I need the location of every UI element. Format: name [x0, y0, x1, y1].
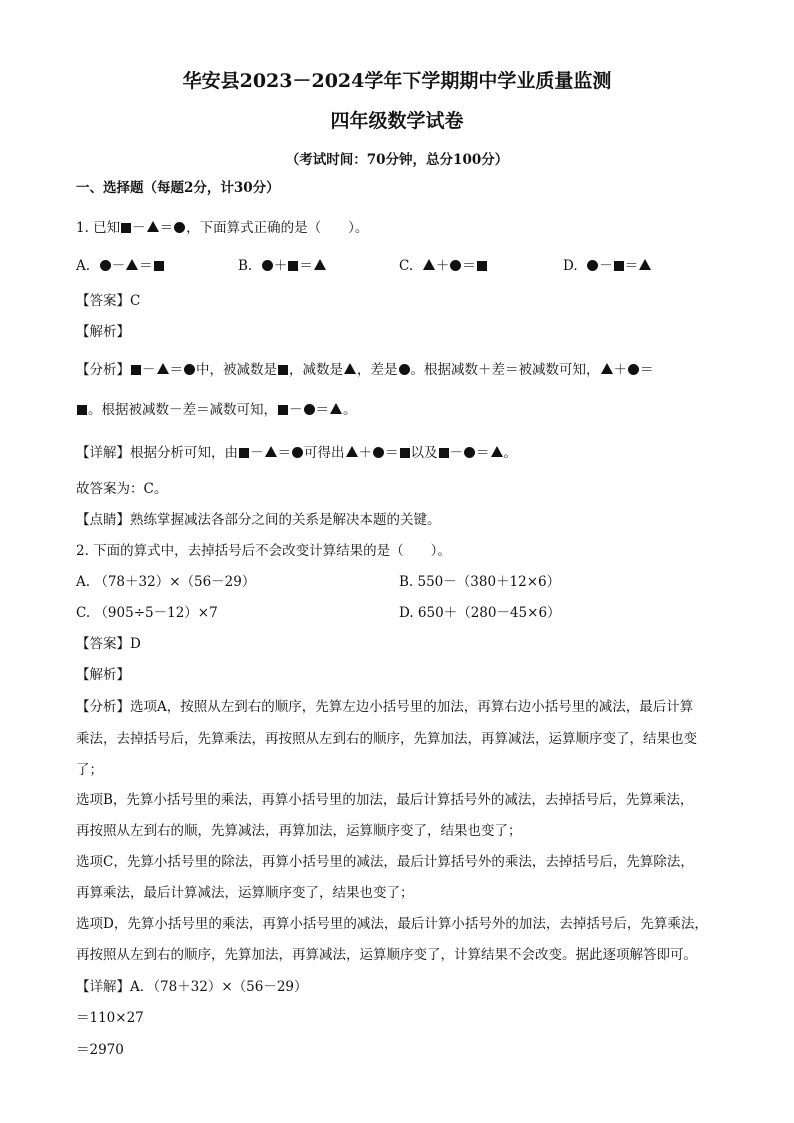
q2-answer: 【答案】D	[76, 636, 141, 652]
square-icon	[477, 261, 487, 271]
text-segment: D.	[563, 258, 578, 274]
text-segment: 【详解】根据分析可知，由	[76, 445, 238, 461]
square-icon	[288, 261, 298, 271]
text-segment: 可得出	[304, 445, 345, 461]
text-segment: 【分析】	[76, 362, 130, 378]
triangle-icon	[639, 259, 651, 270]
q1-analysis-line2: 。根据被减数－差＝减数可知， － ＝ 。	[76, 400, 357, 420]
circle-icon	[587, 260, 598, 271]
square-icon	[278, 365, 288, 375]
text-segment: A.	[76, 258, 91, 274]
q2-line: 选项D，先算小括号里的乘法，再算小括号里的减法，最后计算小括号外的加法，去掉括号后，先算乘法，	[76, 916, 708, 932]
q2-stem: 2. 下面的算式中，去掉括号后不会改变计算结果的是（ ）。	[76, 543, 451, 559]
circle-icon	[292, 447, 303, 458]
q2-line: ＝110×27	[76, 1010, 144, 1026]
circle-icon	[184, 364, 195, 375]
square-icon	[154, 261, 164, 271]
circle-icon	[304, 404, 315, 415]
exam-title: 华安县2023－2024学年下学期期中学业质量监测	[182, 70, 612, 92]
q1-dianjing: 【点睛】熟练掌握减法各部分之间的关系是解决本题的关键。	[76, 512, 441, 528]
q2-line: 选项B，先算小括号里的乘法，再算小括号里的加法，最后计算括号外的减法，去掉括号后，先算乘法，	[76, 792, 694, 808]
square-icon	[77, 405, 87, 415]
q1-jiexi: 【解析】	[76, 324, 130, 340]
text-segment: B.	[238, 258, 253, 274]
triangle-icon	[491, 446, 503, 457]
circle-icon	[174, 222, 185, 233]
q1-detail: 【详解】根据分析可知，由 － ＝ 可得出 ＋ ＝ 以及 － ＝ 。	[76, 445, 517, 461]
q1-analysis-line1: 【分析】 － ＝ 中，被减数是 ，减数是 ，差是 。根据减数＋差＝被减数可知， ＋ ＝	[76, 362, 654, 378]
circle-icon	[100, 260, 111, 271]
q2-jiexi: 【解析】	[76, 667, 130, 683]
triangle-icon	[147, 221, 159, 232]
q1-stem: 1. 已知 － ＝ ，下面算式正确的是（ ）。	[76, 220, 369, 236]
q2-option-c: C. （905÷5－12）×7	[76, 605, 218, 621]
triangle-icon	[346, 446, 358, 457]
q2-line: 【分析】选项A，按照从左到右的顺序，先算左边小括号里的加法，再算右边小括号里的减法，最后计算	[76, 699, 694, 715]
square-icon	[278, 405, 288, 415]
triangle-icon	[423, 259, 435, 270]
triangle-icon	[265, 446, 277, 457]
exam-subtitle: 四年级数学试卷	[330, 110, 464, 132]
circle-icon	[373, 447, 384, 458]
q1-option-b: B. ＋ ＝	[238, 256, 327, 276]
square-icon	[121, 223, 131, 233]
q2-line: 再按照从左到右的顺，先算减法，再算加法，运算顺序变了，结果也变了；	[76, 823, 522, 839]
q2-line: ＝2970	[76, 1042, 124, 1058]
triangle-icon	[344, 363, 356, 374]
text-segment: 。根据减数＋差＝被减数可知，	[410, 362, 600, 378]
q1-option-d: D. － ＝	[563, 256, 652, 276]
circle-icon	[399, 364, 410, 375]
text-segment: ，差是	[357, 362, 398, 378]
circle-icon	[464, 447, 475, 458]
text-segment: 中，被减数是	[196, 362, 277, 378]
triangle-icon	[126, 259, 138, 270]
triangle-icon	[330, 403, 342, 414]
triangle-icon	[314, 259, 326, 270]
text-segment: ，减数是	[289, 362, 343, 378]
q2-line: 选项C，先算小括号里的除法，再算小括号里的减法，最后计算括号外的乘法，去掉括号后，先算除法，	[76, 854, 694, 870]
q2-line: 再按照从左到右的顺序，先算加法，再算减法，运算顺序变了，计算结果不会改变。据此逐项解答即可。	[76, 947, 697, 963]
square-icon	[239, 448, 249, 458]
exam-info: （考试时间：70分钟，总分100分）	[285, 152, 509, 168]
section-heading: 一、选择题（每题2分，计30分）	[76, 180, 280, 196]
q2-option-d: D. 650＋（280－45×6）	[399, 605, 561, 621]
q1-option-a: A. － ＝	[76, 256, 165, 276]
text-segment: C.	[399, 258, 414, 274]
square-icon	[131, 365, 141, 375]
square-icon	[614, 261, 624, 271]
circle-icon	[628, 364, 639, 375]
q2-line: 【详解】A．（78＋32）×（56－29）	[76, 979, 308, 995]
q1-stem-tail: ，下面算式正确的是（ ）。	[186, 220, 369, 236]
square-icon	[400, 448, 410, 458]
triangle-icon	[157, 363, 169, 374]
circle-icon	[450, 260, 461, 271]
q2-line: 再算乘法，最后计算减法，运算顺序变了，结果也变了；	[76, 885, 414, 901]
q2-option-a: A. （78＋32）×（56－29）	[76, 574, 256, 590]
q2-line: 了；	[76, 762, 103, 778]
text-segment: 以及	[410, 445, 438, 461]
q1-answer: 【答案】C	[76, 293, 141, 309]
q1-option-c: C. ＋ ＝	[399, 256, 488, 276]
q1-conclusion: 故答案为：C。	[76, 481, 168, 497]
circle-icon	[262, 260, 273, 271]
square-icon	[439, 448, 449, 458]
q1-stem-lead: 1. 已知	[76, 220, 121, 236]
text-segment: 。根据被减数－差＝减数可知，	[88, 402, 277, 418]
triangle-icon	[601, 363, 613, 374]
q2-option-b: B. 550－（380＋12×6）	[399, 574, 561, 590]
q2-line: 乘法，去掉括号后，先算乘法，再按照从左到右的顺序，先算加法，再算减法，运算顺序变了，结果也变	[76, 731, 697, 747]
